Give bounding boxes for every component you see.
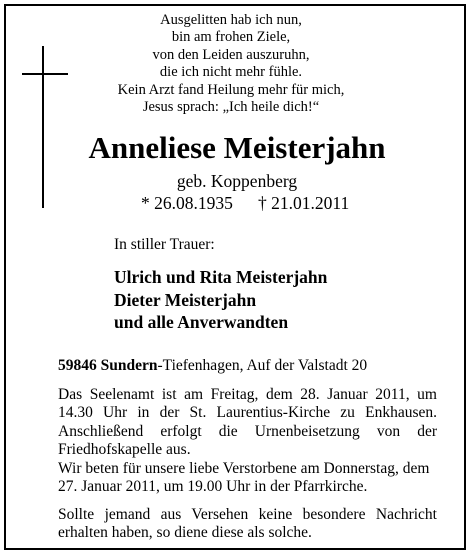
poem xyxy=(104,12,358,116)
poem-line: Kein Arzt fand Heilung mehr für mich, xyxy=(117,81,345,98)
death-date: † 21.01.2011 xyxy=(258,193,350,213)
poem-line: Jesus sprach: „Ich heile dich!“ xyxy=(142,99,320,116)
birth-date: * 26.08.1935 xyxy=(141,193,233,213)
address-street: -Tiefenhagen, Auf der Valstadt 20 xyxy=(157,357,368,374)
mourner: Ulrich und Rita Meisterjahn xyxy=(114,267,328,287)
deceased-name: Anneliese Meisterjahn xyxy=(88,130,386,165)
mourner: und alle Anverwandten xyxy=(114,312,289,332)
poem-line: bin am frohen Ziele, xyxy=(171,29,291,46)
service-paragraph: Das Seelenamt ist am Freitag, dem 28. Januar 2011, um 14.30 Uhr in der St. Laurentius-Kirche zu Enkhausen. Anschließend erfolgt die Urnenbeisetzung von der Friedhofskapelle aus. xyxy=(58,386,437,459)
mourning-intro: In stiller Trauer: xyxy=(114,236,215,253)
poem-line: von den Leiden auszuruhn, xyxy=(152,46,310,63)
poem-line: die ich nicht mehr fühle. xyxy=(159,64,303,81)
address xyxy=(58,357,367,375)
mourner: Dieter Meisterjahn xyxy=(114,289,257,310)
prayer-paragraph: Wir beten für unsere liebe Verstorbene am Donnerstag, dem 27. Januar 2011, um 19.00 Uhr in der Pfarrkirche. xyxy=(58,460,430,496)
mourners-list xyxy=(114,266,327,334)
notice-paragraph: Sollte jemand aus Versehen keine besondere Nachricht erhalten haben, so diene diese als solche. xyxy=(58,506,437,542)
poem-line: Ausgelitten hab ich nun, xyxy=(160,12,302,28)
cross-horizontal-bar xyxy=(22,73,68,75)
address-postal-city: 59846 Sundern xyxy=(58,357,158,374)
maiden-name: geb. Koppenberg xyxy=(176,171,298,191)
